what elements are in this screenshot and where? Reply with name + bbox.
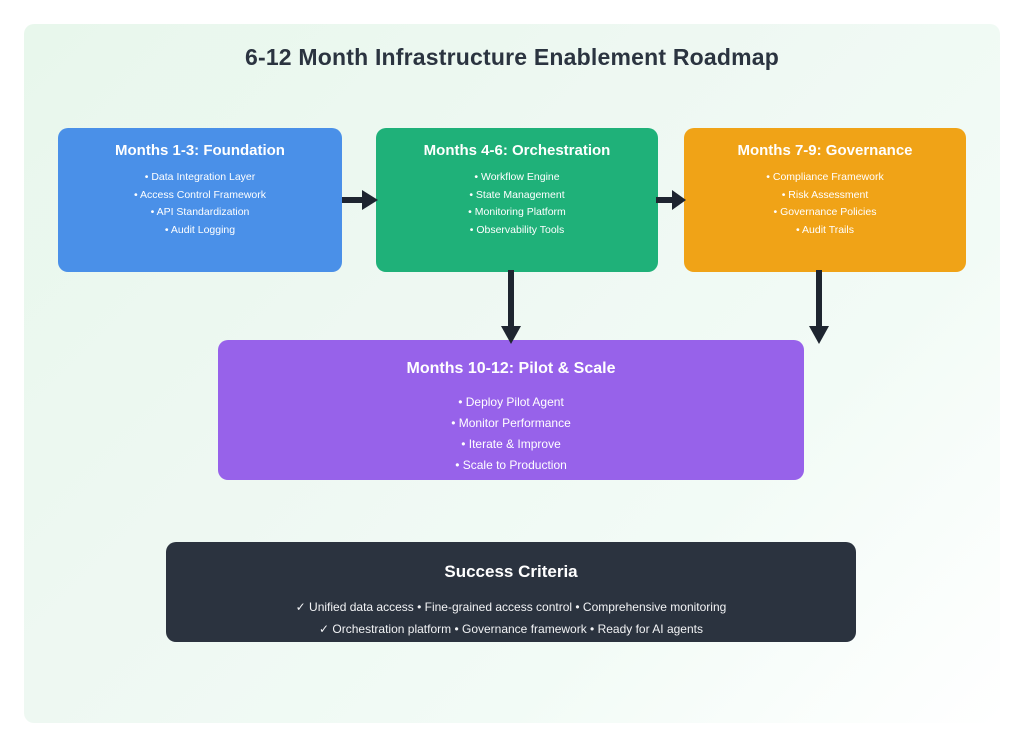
- phase-card-pilot-and-scale[interactable]: [218, 340, 804, 480]
- phase-item: • Monitor Performance: [451, 416, 571, 430]
- phase-card-governance[interactable]: [684, 128, 966, 272]
- roadmap-diagram: [24, 24, 1000, 723]
- phase-item: • Access Control Framework: [133, 188, 267, 201]
- phase-item: • Scale to Production: [455, 458, 567, 472]
- success-criteria-title: Success Criteria: [444, 562, 578, 581]
- phase-item: • Observability Tools: [469, 223, 565, 236]
- phase-item: • State Management: [469, 188, 565, 201]
- phase-items-pilot-and-scale: [218, 392, 804, 476]
- phase-items-governance: [684, 169, 966, 239]
- phase-title-orchestration: Months 4-6: Orchestration: [423, 142, 611, 159]
- phase-item: • Audit Logging: [164, 223, 236, 236]
- phase-card-orchestration[interactable]: [376, 128, 658, 272]
- page-title: 6-12 Month Infrastructure Enablement Roadmap: [244, 44, 780, 70]
- phase-items-orchestration: [376, 169, 658, 239]
- phase-item: • Iterate & Improve: [461, 437, 561, 451]
- phase-items-foundation: [58, 169, 342, 239]
- phase-item: • Workflow Engine: [474, 171, 560, 183]
- phase-title-pilot-and-scale: Months 10-12: Pilot & Scale: [406, 360, 616, 377]
- success-criteria-panel: [166, 542, 856, 642]
- success-criteria-line: ✓ Orchestration platform • Governance framework • Ready for AI agents: [319, 622, 703, 636]
- arrow-foundation-to-orchestration-icon: [342, 187, 378, 213]
- phase-item: • Compliance Framework: [766, 171, 884, 183]
- arrow-governance-to-pilot-icon: [806, 270, 832, 344]
- phase-item: • Data Integration Layer: [144, 171, 256, 183]
- phase-item: • Deploy Pilot Agent: [458, 395, 564, 409]
- phase-title-governance: Months 7-9: Governance: [737, 142, 913, 159]
- phase-item: • Monitoring Platform: [468, 206, 566, 218]
- phase-item: • Governance Policies: [773, 206, 877, 218]
- phase-card-foundation[interactable]: [58, 128, 342, 272]
- phase-item: • Audit Trails: [796, 223, 854, 236]
- arrow-orchestration-to-governance-icon: [656, 187, 686, 213]
- phase-title-foundation: Months 1-3: Foundation: [115, 142, 285, 159]
- arrow-orchestration-to-pilot-icon: [498, 270, 524, 344]
- phase-item: • Risk Assessment: [781, 188, 869, 201]
- phase-item: • API Standardization: [150, 206, 250, 218]
- success-criteria-line: ✓ Unified data access • Fine-grained access control • Comprehensive monitoring: [295, 600, 727, 614]
